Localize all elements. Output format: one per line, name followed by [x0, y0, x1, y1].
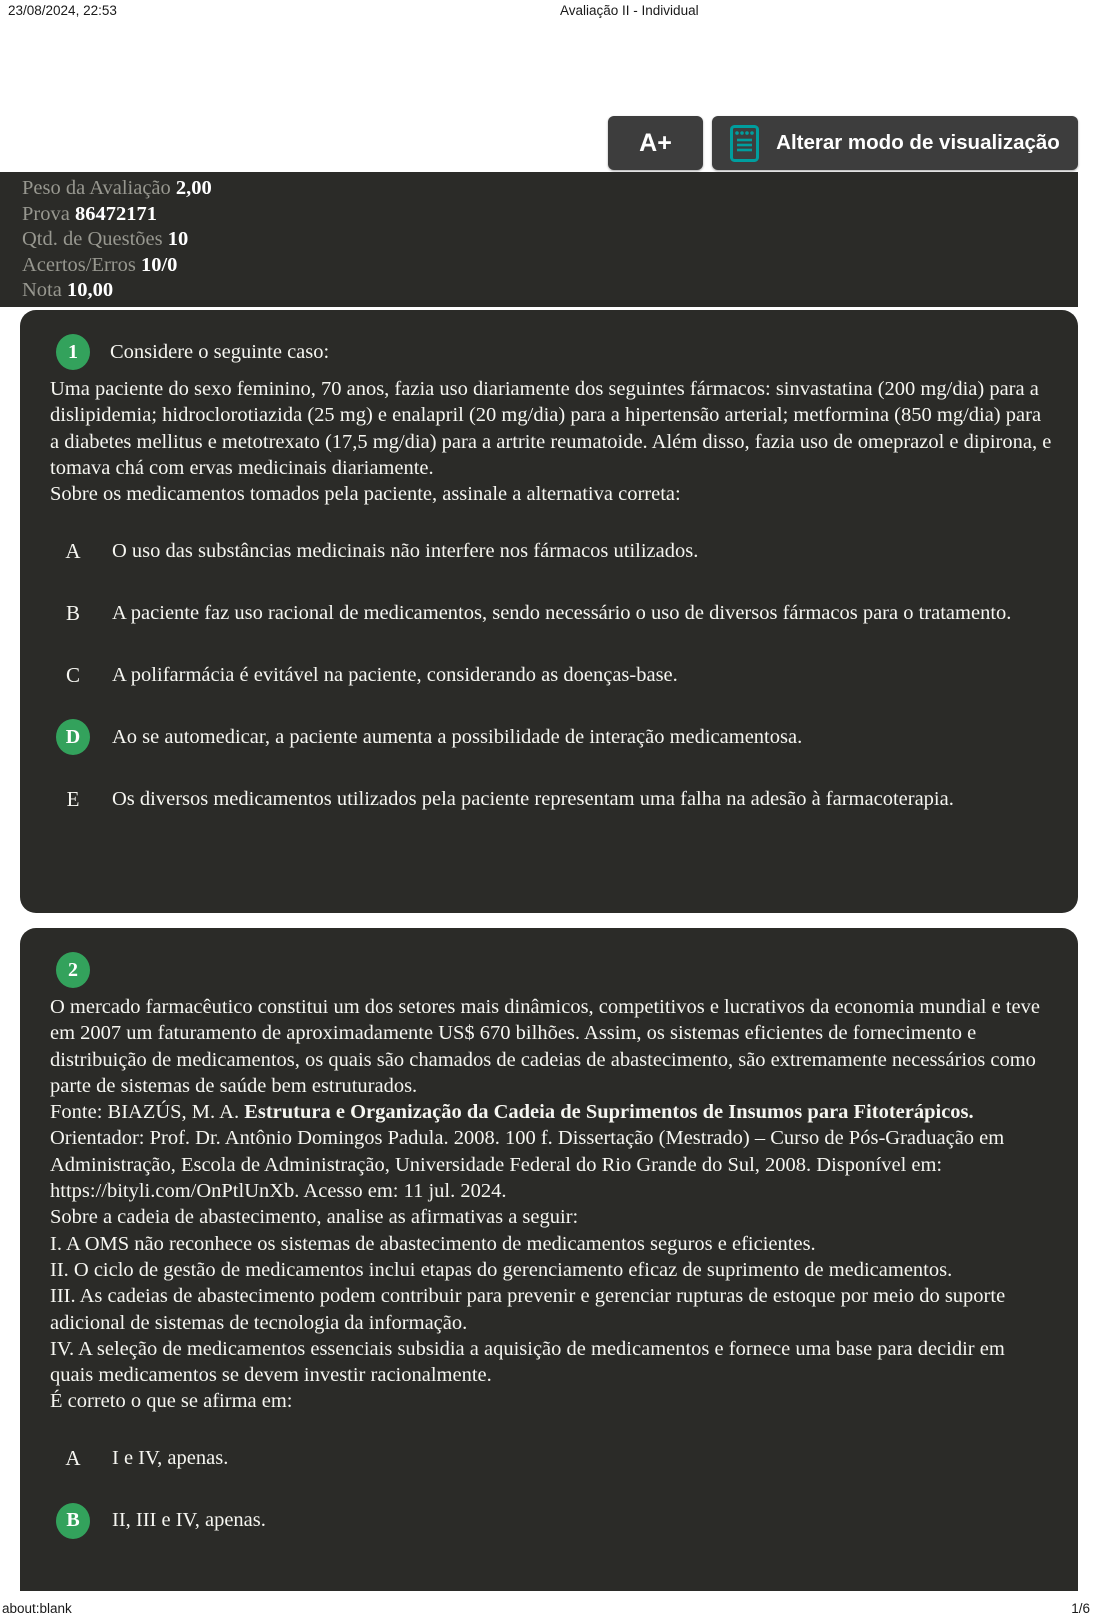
option-row-b	[50, 595, 1052, 631]
info-row	[22, 202, 1078, 228]
option-row-b	[50, 1503, 1052, 1539]
info-row	[22, 176, 1078, 202]
info-value: 10	[167, 228, 189, 251]
option-text: Os diversos medicamentos utilizados pela paciente representam uma falha na adesão à farmacoterapia.	[112, 787, 954, 810]
question-number-badge: 2	[56, 952, 90, 988]
option-letter-selected: D	[56, 719, 90, 755]
option-text: A paciente faz uso racional de medicamentos, sendo necessário o uso de diversos fármacos para o tratamento.	[112, 601, 1012, 624]
option-letter: B	[65, 600, 80, 625]
option-row-a	[50, 1441, 1052, 1477]
statement-i: I. A OMS não reconhece os sistemas de abastecimento de medicamentos seguros e eficientes.	[50, 1232, 816, 1255]
info-row	[22, 278, 1078, 304]
info-label: Peso da Avaliação	[22, 177, 171, 199]
statement-ii: II. O ciclo de gestão de medicamentos inclui etapas do gerenciamento eficaz de suprimento de medicamentos.	[50, 1258, 953, 1281]
info-label: Prova	[22, 202, 70, 225]
view-mode-button[interactable]	[712, 116, 1078, 170]
info-value: 86472171	[74, 202, 157, 225]
question-title: Considere o seguinte caso:	[110, 340, 330, 363]
statement-iii: III. As cadeias de abastecimento podem contribuir para prevenir e gerenciar rupturas de estoque por meio do suporte adicional de sistemas de tecnologia da informação.	[50, 1285, 1006, 1334]
option-letter-selected: B	[56, 1503, 90, 1539]
question-text	[50, 376, 1052, 507]
font-size-button[interactable]: A+	[608, 116, 703, 170]
options-list	[50, 1441, 1052, 1539]
question-prompt: Sobre os medicamentos tomados pela paciente, assinale a alternativa correta:	[50, 483, 681, 506]
print-footer-page: 1/6	[1071, 1601, 1090, 1616]
info-label: Nota	[22, 279, 62, 302]
statement-iv: IV. A seleção de medicamentos essenciais subsidia a aquisição de medicamentos e fornece uma base para decidir em quais medicamentos se devem investir racionalmente.	[50, 1337, 1005, 1387]
question-text	[50, 994, 1052, 1415]
question-body: Uma paciente do sexo feminino, 70 anos, fazia uso diariamente dos seguintes fármacos: sinvastatina (200 mg/dia) para a dislipidemia; hidroclorotiazida (25 mg) e enalapril (20 mg/dia) para a hipertensão arterial; metformina (850 mg/dia) para a diabetes mellitus e metotrexato (17,5 mg/dia) para a artrite reumatoide. Além disso, fazia uso de omeprazol e dipirona, e tomava chá com ervas medicinais diariamente.	[50, 378, 1052, 479]
option-letter: E	[66, 786, 80, 811]
view-mode-button-label: Alterar modo de visualização	[776, 131, 1060, 154]
option-letter: C	[65, 662, 80, 687]
source-title: Estrutura e Organização da Cadeia de Suprimentos de Insumos para Fitoterápicos.	[244, 1101, 974, 1124]
source-suffix: Orientador: Prof. Dr. Antônio Domingos Padula. 2008. 100 f. Dissertação (Mestrado) – Curso de Pós-Graduação em Administração, Escola de Administração, Universidade Federal do Rio Grande do Sul, 2008. Disponível em: https://bityli.com/OnPtlUnXb. Acesso em: 11 jul. 2024.	[50, 1127, 1005, 1203]
option-letter: A	[65, 1446, 81, 1471]
question-number-badge: 1	[56, 334, 90, 370]
question-source	[50, 1099, 1052, 1204]
source-prefix: Fonte: BIAZÚS, M. A.	[50, 1101, 245, 1124]
option-text: O uso das substâncias medicinais não interfere nos fármacos utilizados.	[112, 539, 699, 562]
option-text: II, III e IV, apenas.	[112, 1509, 266, 1532]
info-row	[22, 227, 1078, 253]
option-row-e	[50, 781, 1052, 817]
options-list	[50, 533, 1052, 817]
question-card-2	[20, 928, 1078, 1591]
print-footer-source: about:blank	[2, 1601, 72, 1616]
document-lines-icon	[730, 125, 759, 162]
info-label: Qtd. de Questões	[22, 228, 163, 251]
option-row-c	[50, 657, 1052, 693]
option-text: A polifarmácia é evitável na paciente, considerando as doenças-base.	[112, 663, 678, 686]
option-row-d	[50, 719, 1052, 755]
question-header	[56, 334, 1052, 370]
assessment-info-panel	[0, 172, 1078, 307]
question-body: O mercado farmacêutico constitui um dos setores mais dinâmicos, competitivos e lucrativos da economia mundial e teve em 2007 um faturamento de aproximadamente US$ 670 bilhões. Assim, os sistemas eficientes de fornecimento e distribuição de medicamentos, os quais são chamados de cadeias de abastecimento, são extremamente necessários como parte de sistemas de saúde bem estruturados.	[50, 996, 1040, 1097]
option-text: Ao se automedicar, a paciente aumenta a possibilidade de interação medicamentosa.	[112, 725, 803, 748]
question-header	[56, 952, 1052, 988]
print-header-datetime: 23/08/2024, 22:53	[8, 3, 117, 18]
question-card-1	[20, 310, 1078, 913]
info-value: 10/0	[140, 253, 178, 276]
info-value: 2,00	[175, 177, 212, 199]
option-row-a	[50, 533, 1052, 569]
info-label: Acertos/Erros	[22, 253, 136, 276]
question-prompt: Sobre a cadeia de abastecimento, analise as afirmativas a seguir:	[50, 1206, 579, 1229]
print-header-title: Avaliação II - Individual	[560, 3, 699, 18]
toolbar	[608, 116, 1078, 170]
option-text: I e IV, apenas.	[112, 1447, 229, 1470]
question-closing: É correto o que se afirma em:	[50, 1390, 293, 1413]
info-value: 10,00	[66, 279, 114, 302]
option-letter: A	[65, 538, 81, 563]
info-row	[22, 253, 1078, 279]
